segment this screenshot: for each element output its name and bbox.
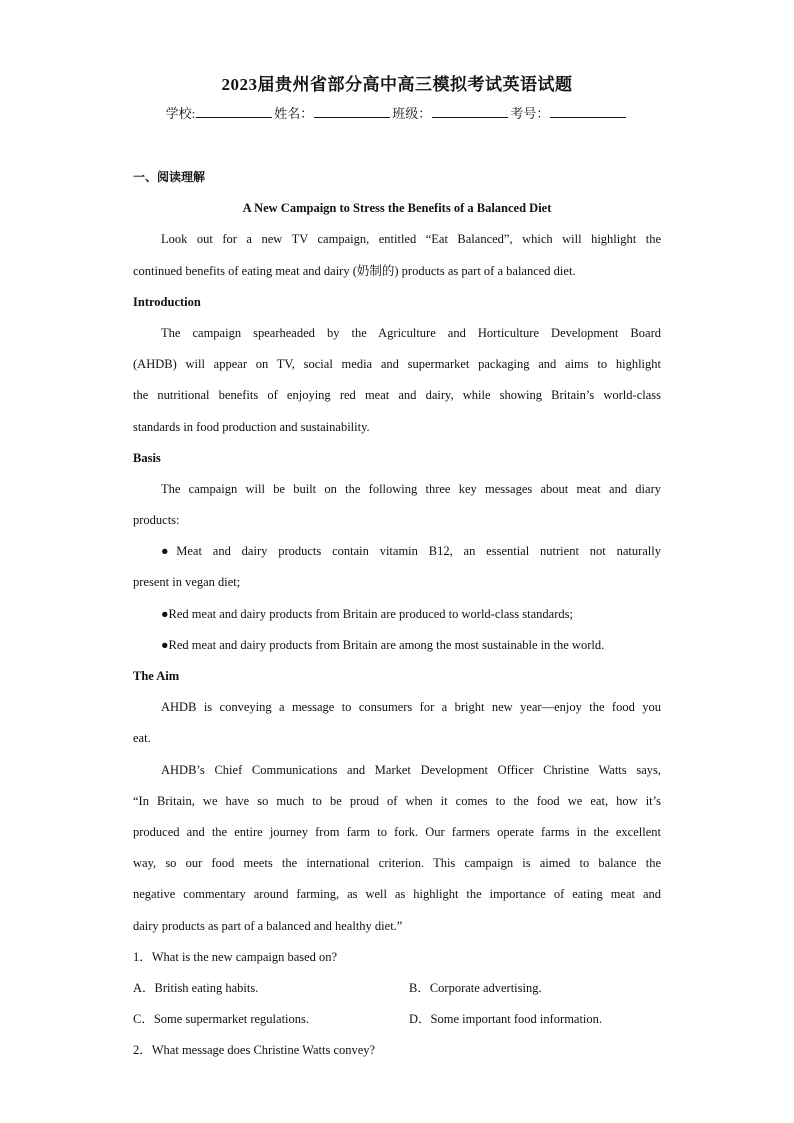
field-number-label: 考号： bbox=[510, 106, 550, 121]
q1-option-a[interactable]: A．British eating habits. bbox=[133, 980, 259, 995]
bullet-item-continued: present in vegan diet; bbox=[133, 575, 241, 590]
field-name-blank[interactable] bbox=[314, 105, 390, 118]
q1-option-b[interactable]: B．Corporate advertising. bbox=[409, 980, 542, 995]
student-info-fields bbox=[0, 103, 794, 122]
q1-option-c[interactable]: C．Some supermarket regulations. bbox=[133, 1012, 310, 1027]
paragraph-line: way, so our food meets the international criterion. This campaign is aimed to balance the bbox=[133, 856, 661, 871]
q1-option-d[interactable]: D．Some important food information. bbox=[409, 1012, 603, 1027]
field-class-label: 班级： bbox=[392, 106, 432, 121]
question-1-options-row bbox=[133, 973, 661, 1004]
paragraph-line: AHDB is conveying a message to consumers for a bright new year—enjoy the food you bbox=[161, 700, 661, 715]
paragraph-line: products: bbox=[133, 513, 180, 528]
field-school-label: 学校: bbox=[165, 106, 196, 121]
paragraph-line: (AHDB) will appear on TV, social media and supermarket packaging and aims to highlight bbox=[133, 357, 661, 372]
paragraph-line: The campaign spearheaded by the Agriculture and Horticulture Development Board bbox=[161, 325, 661, 340]
paragraph-line: “In Britain, we have so much to be proud of when it comes to the food we eat, how it’s bbox=[133, 793, 661, 808]
reading-section bbox=[133, 162, 661, 1066]
field-school-blank[interactable] bbox=[196, 105, 272, 118]
article-title: A New Campaign to Stress the Benefits of a Balanced Diet bbox=[242, 201, 552, 216]
paragraph-line: AHDB’s Chief Communications and Market Development Officer Christine Watts says, bbox=[161, 762, 661, 777]
field-number-blank[interactable] bbox=[550, 105, 626, 118]
paragraph-line: produced and the entire journey from farm to fork. Our farmers operate farms in the excellent bbox=[133, 824, 661, 839]
paragraph-line: standards in food production and sustainability. bbox=[133, 419, 370, 434]
section-heading: 一、阅读理解 bbox=[133, 170, 206, 184]
question-2-stem: 2．What message does Christine Watts convey? bbox=[133, 1043, 376, 1058]
exam-title: 2023届贵州省部分高中高三模拟考试英语试题 bbox=[221, 75, 573, 94]
question-1-options-row bbox=[133, 1004, 661, 1035]
bullet-item: ●Meat and dairy products contain vitamin B12, an essential nutrient not naturally bbox=[161, 544, 661, 559]
heading-basis: Basis bbox=[133, 450, 161, 465]
paragraph-line: Look out for a new TV campaign, entitled “Eat Balanced”, which will highlight the bbox=[161, 232, 661, 247]
paragraph-line: continued benefits of eating meat and dairy (奶制的) products as part of a balanced diet. bbox=[133, 263, 576, 278]
heading-introduction: Introduction bbox=[133, 294, 201, 309]
paragraph-line: negative commentary around farming, as well as highlight the importance of eating meat and bbox=[133, 887, 661, 902]
field-name-label: 姓名： bbox=[274, 106, 314, 121]
paragraph-line: dairy products as part of a balanced and healthy diet.” bbox=[133, 918, 403, 933]
field-class-blank[interactable] bbox=[432, 105, 508, 118]
paragraph-line: The campaign will be built on the following three key messages about meat and diary bbox=[161, 481, 661, 496]
paragraph-line: eat. bbox=[133, 731, 151, 746]
question-1-stem: 1．What is the new campaign based on? bbox=[133, 949, 338, 964]
bullet-item: ●Red meat and dairy products from Britain are among the most sustainable in the world. bbox=[161, 637, 605, 652]
paragraph-line: the nutritional benefits of enjoying red meat and dairy, while showing Britain’s world-class bbox=[133, 388, 661, 403]
heading-aim: The Aim bbox=[133, 669, 180, 683]
bullet-item: ●Red meat and dairy products from Britain are produced to world-class standards; bbox=[161, 606, 573, 621]
